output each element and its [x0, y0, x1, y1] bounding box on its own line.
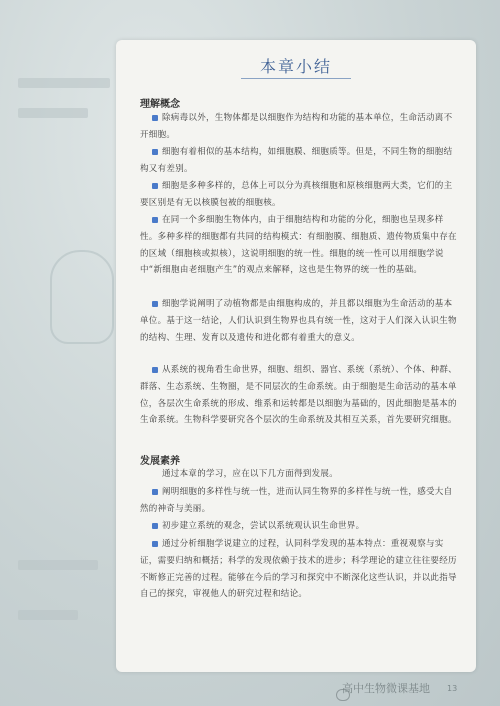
background-text-ghost [18, 610, 78, 620]
concept-item-5: 细胞学说阐明了动植物都是由细胞构成的，并且都以细胞为生命活动的基本单位。基于这一结论，人们认识到生物界也具有统一性，这对于人们深入认识生物的结构、生理、发育以及遗传和进化都有着重大的意义。 [140, 299, 457, 343]
chapter-summary-title: 本章小结 [259, 57, 332, 76]
bullet-icon [152, 115, 158, 121]
background-illustration [50, 250, 114, 344]
bullet-icon [152, 523, 158, 529]
concept-item-4: 在同一个多细胞生物体内，由于细胞结构和功能的分化，细胞也呈现多样性。多种多样的细胞都有共同的结构模式：有细胞膜、细胞质、遗传物质集中存在的区域（细胞核或拟核），这说明细胞的统一性。细胞的统一性可以用细胞学说中“新细胞由老细胞产生”的观点来解释，这也是生物界的统一性的基础。 [140, 215, 457, 276]
title-divider [241, 78, 351, 79]
concept-item-1: 除病毒以外，生物体都是以细胞作为结构和功能的基本单位，生命活动离不开细胞。 [140, 113, 453, 140]
page-number: 13 [447, 684, 458, 693]
concept-item-6: 从系统的视角看生命世界，细胞、组织、器官、系统（系统）、个体、种群、群落、生态系统、生物圈，是不同层次的生命系统。由于细胞是生命活动的基本单位，各层次生命系统的形成、维系和运转都是以细胞为基础的，因此细胞是基本的生命系统。生物科学要研究各个层次的生命系统及其相互关系，首先要研究细胞。 [140, 365, 457, 426]
literacy-item-2: 初步建立系统的观念，尝试以系统观认识生命世界。 [140, 518, 458, 535]
concept-item-2: 细胞有着相似的基本结构，如细胞膜、细胞质等。但是，不同生物的细胞结构又有差别。 [140, 147, 453, 174]
watermark-text: 高中生物微课基地 [342, 682, 430, 695]
background-text-ghost [18, 108, 88, 118]
bullet-icon [152, 489, 158, 495]
section-heading-literacy: 发展素养 [140, 456, 180, 467]
background-text-ghost [18, 78, 110, 88]
bullet-icon [152, 301, 158, 307]
background-text-ghost [18, 560, 98, 570]
section-heading-concepts: 理解概念 [140, 99, 180, 110]
literacy-item-3: 通过分析细胞学说建立的过程，认同科学发现的基本特点：重视观察与实证，需要归纳和概括；科学的发现依赖于技术的进步；科学理论的建立往往要经历不断修正完善的过程。能够在今后的学习和探究中不断深化这些认识，并以此指导自己的探究，审视他人的研究过程和结论。 [140, 539, 457, 600]
bullet-icon [152, 183, 158, 189]
bullet-icon [152, 217, 158, 223]
literacy-intro: 通过本章的学习，应在以下几方面得到发展。 [162, 469, 339, 479]
bullet-icon [152, 149, 158, 155]
bullet-icon [152, 367, 158, 373]
concept-item-3: 细胞是多种多样的，总体上可以分为真核细胞和原核细胞两大类，它们的主要区别是有无以核膜包被的细胞核。 [140, 181, 453, 208]
bullet-icon [152, 541, 158, 547]
literacy-item-1: 阐明细胞的多样性与统一性，进而认同生物界的多样性与统一性，感受大自然的神奇与美丽。 [140, 487, 453, 514]
chapter-summary-panel [116, 40, 476, 672]
